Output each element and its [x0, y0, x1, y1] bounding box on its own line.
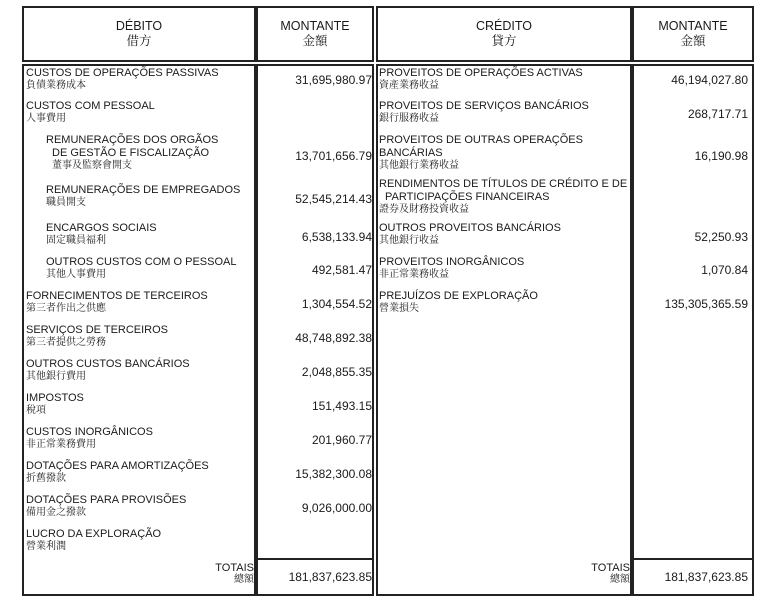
debit-entry-pt: CUSTOS COM PESSOAL [26, 100, 155, 112]
credit-entry [379, 222, 561, 247]
credit-header [376, 6, 632, 62]
debit-entry-zh: 負債業務成本 [26, 80, 86, 91]
debit-amount: 52,545,214.43 [295, 192, 372, 206]
credit-amount-header-zh: 金額 [680, 34, 706, 48]
debit-entry-pt: IMPOSTOS [26, 392, 84, 404]
credit-entry-pt: PROVEITOS INORGÂNICOS [379, 256, 525, 268]
debit-entry-pt: CUSTOS DE OPERAÇÕES PASSIVAS [26, 67, 219, 79]
credit-amount-header-pt: MONTANTE [658, 19, 728, 33]
credit-entry-zh: 證券及財務投資收益 [379, 204, 469, 215]
debit-amount-header-zh: 金額 [302, 34, 328, 48]
credit-entry-zh: 非正常業務收益 [379, 269, 449, 280]
debit-entry [46, 256, 237, 280]
debit-entry-zh: 第三者提供之勞務 [26, 337, 106, 348]
debit-amount: 9,026,000.00 [301, 501, 372, 515]
credit-entry-zh: 其他銀行收益 [379, 235, 439, 246]
credit-entry-zh: 銀行服務收益 [379, 113, 439, 124]
credit-totals-label-pt: TOTAIS [591, 562, 630, 574]
credit-totals-amount: 181,837,623.85 [664, 570, 748, 584]
debit-header-zh: 借方 [126, 34, 152, 48]
debit-amount: 201,960.77 [311, 433, 372, 447]
debit-entry [26, 290, 208, 315]
credit-entry-pt: RENDIMENTOS DE TÍTULOS DE CRÉDITO E DE [379, 178, 628, 190]
debit-entry-zh: 其他人事費用 [46, 269, 106, 280]
debit-entry-zh: 非正常業務費用 [26, 439, 96, 450]
debit-entry-zh: 稅項 [26, 405, 46, 416]
credit-entry [379, 256, 524, 281]
debit-totals-amount: 181,837,623.85 [288, 570, 372, 584]
debit-entry-zh: 人事費用 [26, 113, 66, 124]
credit-entry [379, 290, 538, 315]
debit-totals-label [215, 562, 254, 586]
debit-entry-pt: OUTROS CUSTOS COM O PESSOAL [46, 256, 237, 268]
debit-entry-zh: 固定職員福利 [46, 235, 106, 246]
credit-entry-pt: PROVEITOS DE OPERAÇÕES ACTIVAS [379, 67, 583, 79]
debit-entry-pt: SERVIÇOS DE TERCEIROS [26, 324, 169, 336]
credit-amount: 16,190.98 [694, 149, 748, 163]
debit-entry-pt: REMUNERAÇÕES DOS ORGÃOS [46, 134, 219, 146]
debit-entry-pt: DOTAÇÕES PARA PROVISÕES [26, 494, 187, 506]
credit-entry-zh: 其他銀行業務收益 [379, 160, 459, 171]
credit-totals-label-zh: 總額 [610, 574, 630, 585]
credit-entry-pt-line2: PARTICIPAÇÕES FINANCEIRAS [385, 191, 550, 203]
credit-amount: 135,305,365.59 [664, 297, 748, 311]
debit-totals-label-pt: TOTAIS [215, 562, 254, 574]
debit-amount: 1,304,554.52 [301, 297, 372, 311]
debit-entry [46, 222, 157, 247]
debit-amount: 2,048,855.35 [301, 365, 372, 379]
debit-entry [26, 324, 168, 349]
debit-entry-pt: LUCRO DA EXPLORAÇÃO [26, 528, 162, 540]
credit-entry-zh: 營業損失 [379, 303, 419, 314]
debit-entry [26, 528, 161, 553]
credit-totals-label [591, 562, 630, 586]
debit-entry [26, 494, 186, 519]
debit-entry-pt: CUSTOS INORGÂNICOS [26, 426, 153, 438]
debit-amount-header-pt: MONTANTE [280, 19, 350, 33]
debit-amount-header [256, 6, 374, 62]
debit-entry [26, 392, 84, 417]
credit-amount-column [632, 64, 754, 596]
debit-entry-pt: FORNECIMENTOS DE TERCEIROS [26, 290, 208, 302]
credit-entry [379, 134, 583, 172]
debit-amount: 15,382,300.08 [295, 467, 372, 481]
debit-header-pt: DÉBITO [115, 19, 163, 33]
debit-totals-label-zh: 總額 [234, 574, 254, 585]
debit-amount: 13,701,656.79 [295, 149, 372, 163]
credit-entry-pt: PROVEITOS DE SERVIÇOS BANCÁRIOS [379, 100, 589, 112]
debit-entry [46, 184, 240, 209]
debit-entry-zh: 營業利潤 [26, 541, 66, 552]
debit-entry [26, 358, 190, 383]
credit-amount: 1,070.84 [701, 263, 748, 277]
debit-entry [26, 100, 155, 125]
debit-entry-pt: DOTAÇÕES PARA AMORTIZAÇÕES [26, 460, 209, 472]
debit-entry-zh: 其他銀行費用 [26, 371, 86, 382]
debit-entry-pt: ENCARGOS SOCIAIS [46, 222, 157, 234]
credit-entry-pt: PREJUÍZOS DE EXPLORAÇÃO [379, 290, 538, 302]
credit-entry-pt: OUTROS PROVEITOS BANCÁRIOS [379, 222, 561, 234]
credit-amount: 46,194,027.80 [671, 73, 748, 87]
credit-header-zh: 貸方 [491, 34, 517, 48]
debit-entry [26, 426, 153, 451]
debit-entry-pt: REMUNERAÇÕES DE EMPREGADOS [46, 184, 241, 196]
credit-entry [379, 100, 589, 125]
debit-header [22, 6, 256, 62]
debit-amount: 31,695,980.97 [295, 73, 372, 87]
credit-entry [379, 67, 583, 92]
debit-entry [26, 67, 219, 92]
credit-entry-pt: PROVEITOS DE OUTRAS OPERAÇÕES [379, 134, 583, 146]
credit-amount: 268,717.71 [687, 107, 748, 121]
debit-amount: 6,538,133.94 [301, 230, 372, 244]
debit-entry [46, 134, 218, 172]
debit-entry-zh: 董事及監察會開支 [52, 160, 132, 171]
credit-entry-zh: 資產業務收益 [379, 80, 439, 91]
credit-header-pt: CRÉDITO [475, 19, 533, 33]
debit-entry-zh: 備用金之撥款 [26, 507, 86, 518]
debit-entry-zh: 折舊撥款 [26, 473, 66, 484]
credit-amount-header [632, 6, 754, 62]
debit-entry-zh: 職員開支 [46, 197, 86, 208]
debit-entry [26, 460, 209, 485]
debit-entry-pt-line2: DE GESTÃO E FISCALIZAÇÃO [52, 147, 210, 159]
credit-entry-pt-line2: BANCÁRIAS [379, 147, 443, 159]
debit-entry-pt: OUTROS CUSTOS BANCÁRIOS [26, 358, 190, 370]
debit-amount: 151,493.15 [311, 399, 372, 413]
debit-entry-zh: 第三者作出之供應 [26, 303, 106, 314]
credit-amount: 52,250.93 [694, 230, 748, 244]
debit-amount: 492,581.47 [311, 263, 372, 277]
debit-amount: 48,748,892.38 [295, 331, 372, 345]
debit-amount-column [256, 64, 374, 596]
credit-entry [379, 178, 627, 216]
